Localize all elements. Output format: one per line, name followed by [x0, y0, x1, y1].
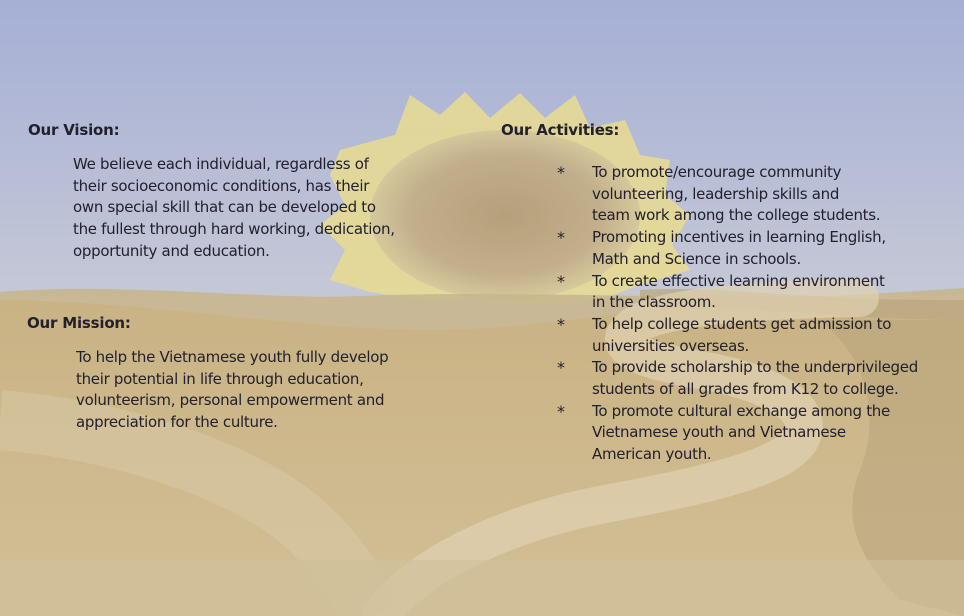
bullet-asterisk: *	[557, 271, 565, 291]
vision-heading: Our Vision:	[28, 121, 120, 139]
mission-line: To help the Vietnamese youth fully develop	[76, 348, 389, 366]
activity-line: To promote/encourage community	[592, 163, 842, 181]
activity-line: team work among the college students.	[592, 206, 881, 225]
bullet-asterisk: *	[557, 358, 565, 378]
activity-line: To promote cultural exchange among the	[592, 401, 890, 420]
vision-line: their socioeconomic conditions, has their	[73, 176, 370, 195]
activities-list	[557, 162, 918, 466]
activity-line: volunteering, leadership skills and	[592, 184, 840, 203]
vision-line: the fullest through hard working, dedication,	[73, 220, 395, 239]
activity-line: To create effective learning environment	[592, 271, 885, 290]
activity-line: To provide scholarship to the underprivileged	[592, 358, 918, 377]
mission-line: their potential in life through education,	[76, 369, 364, 388]
activity-item	[557, 357, 918, 400]
activity-line: universities overseas.	[592, 336, 749, 355]
vision-line: opportunity and education.	[73, 241, 270, 260]
activity-item	[557, 162, 918, 227]
vision-line: own special skill that can be developed to	[73, 198, 376, 217]
activity-line: American youth.	[592, 445, 712, 464]
mission-text	[76, 347, 388, 434]
mission-heading: Our Mission:	[27, 314, 131, 332]
bullet-asterisk: *	[557, 163, 565, 182]
mission-line: volunteerism, personal empowerment and	[76, 391, 385, 410]
activity-item	[557, 314, 918, 357]
activity-item	[557, 227, 918, 270]
vision-line: We believe each individual, regardless of	[73, 155, 369, 173]
activity-item	[557, 401, 918, 466]
activity-line: in the classroom.	[592, 293, 716, 312]
bullet-asterisk: *	[557, 314, 565, 334]
vision-text	[73, 154, 395, 263]
bullet-asterisk: *	[557, 228, 565, 248]
activity-line: To help college students get admission to	[592, 314, 892, 333]
activities-heading: Our Activities:	[501, 121, 620, 139]
mission-line: appreciation for the culture.	[76, 413, 278, 432]
activity-line: Math and Science in schools.	[592, 249, 801, 268]
activity-line: Promoting incentives in learning English,	[592, 228, 886, 247]
bullet-asterisk: *	[557, 401, 565, 421]
activity-line: Vietnamese youth and Vietnamese	[592, 423, 846, 442]
activity-item	[557, 271, 918, 314]
activity-line: students of all grades from K12 to college.	[592, 380, 899, 399]
